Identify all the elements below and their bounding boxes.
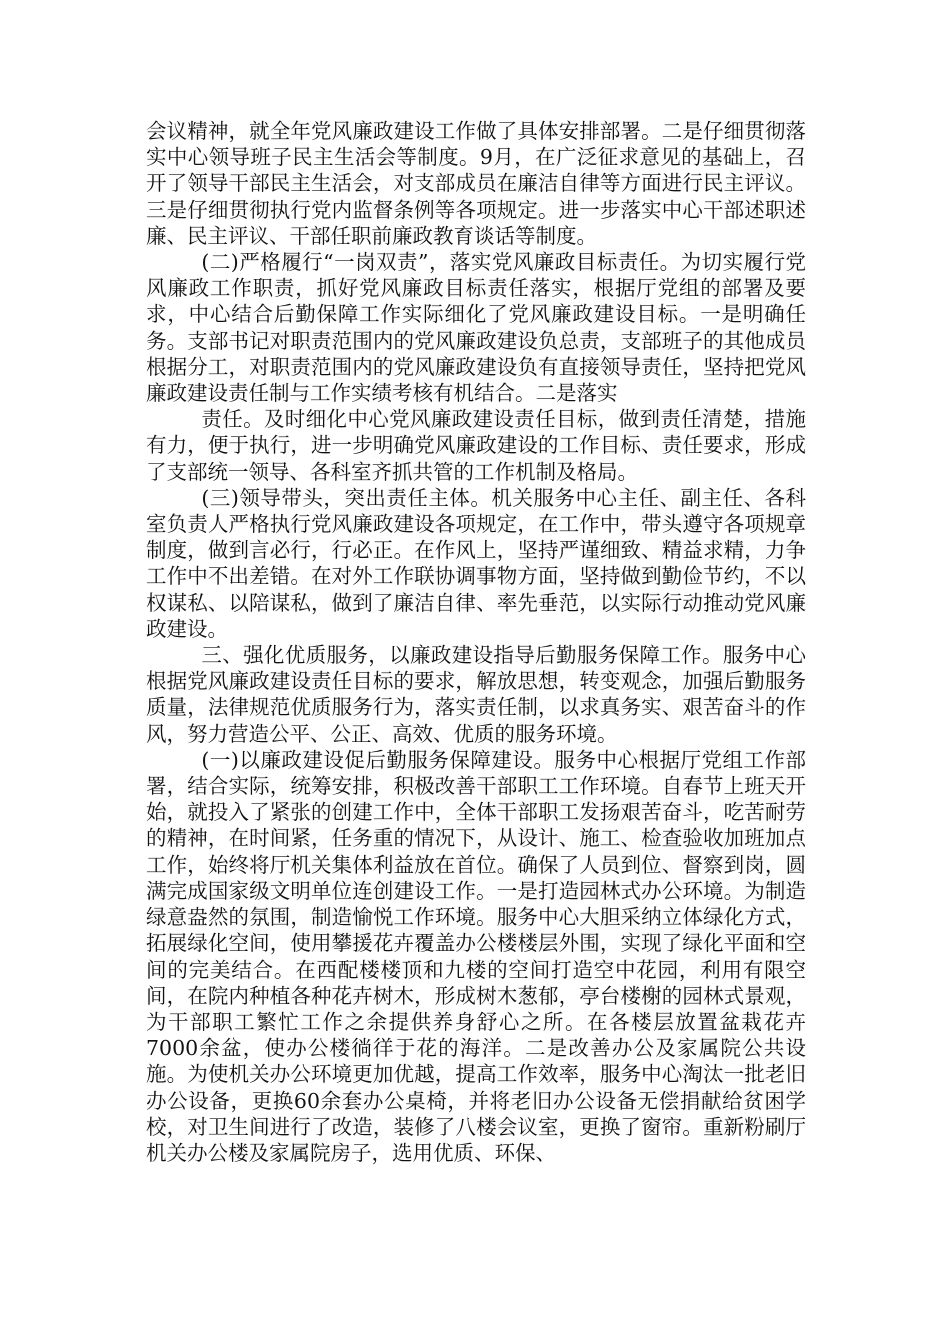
paragraph-section-2-3: (三)领导带头，突出责任主体。机关服务中心主任、副主任、各科室负责人严格执行党风廉政建设各项规定，在工作中，带头遵守各项规章制度，做到言必行，行必正。在作风上，坚持严谨细致、精益求精，力争工作中不出差错。在对外工作联协调事物方面，坚持做到勤俭节约，不以权谋私、以陪谋私，做到了廉洁自律、率先垂范，以实际行动推动党风廉政建设。	[146, 485, 806, 641]
document-page	[146, 118, 806, 1166]
paragraph-continuation: 会议精神，就全年党风廉政建设工作做了具体安排部署。二是仔细贯彻落实中心领导班子民主生活会等制度。9月，在广泛征求意见的基础上，召开了领导干部民主生活会，对支部成员在廉洁自律等方面进行民主评议。三是仔细贯彻执行党内监督条例等各项规定。进一步落实中心干部述职述廉、民主评议、干部任职前廉政教育谈话等制度。	[146, 119, 806, 248]
paragraph-section-2-2: (二)严格履行“一岗双责”，落实党风廉政目标责任。为切实履行党风廉政工作职责，抓好党风廉政目标责任落实，根据厅党组的部署及要求，中心结合后勤保障工作实际细化了党风廉政建设目标。一是明确任务。支部书记对职责范围内的党风廉政建设负总责，支部班子的其他成员根据分工，对职责范围内的党风廉政建设负有直接领导责任，坚持把党风廉政建设责任制与工作实绩考核有机结合。二是落实	[146, 250, 806, 406]
paragraph-section-3: 三、强化优质服务，以廉政建设指导后勤服务保障工作。服务中心根据党风廉政建设责任目标的要求，解放思想，转变观念，加强后勤服务质量，法律规范优质服务行为，落实责任制，以求真务实、艰苦奋斗的作风，努力营造公平、公正、高效、优质的服务环境。	[146, 643, 806, 746]
paragraph-responsibility: 责任。及时细化中心党风廉政建设责任目标，做到责任清楚，措施有力，便于执行，进一步明确党风廉政建设的工作目标、责任要求，形成了支部统一领导、各科室齐抓共管的工作机制及格局。	[146, 407, 806, 484]
paragraph-section-3-1: (一)以廉政建设促后勤服务保障建设。服务中心根据厅党组工作部署，结合实际，统筹安排，积极改善干部职工工作环境。自春节上班天开始，就投入了紧张的创建工作中，全体干部职工发扬艰苦奋斗，吃苦耐劳的精神，在时间紧，任务重的情况下，从设计、施工、检查验收加班加点工作，始终将厅机关集体利益放在首位。确保了人员到位、督察到岗，圆满完成国家级文明单位连创建设工作。一是打造园林式办公环境。为制造绿意盎然的氛围，制造愉悦工作环境。服务中心大胆采纳立体绿化方式，拓展绿化空间，使用攀援花卉覆盖办公楼楼层外围，实现了绿化平面和空间的完美结合。在西配楼楼顶和九楼的空间打造空中花园，利用有限空间，在院内种植各种花卉树木，形成树木葱郁，亭台楼榭的园林式景观，为干部职工繁忙工作之余提供养身舒心之所。在各楼层放置盆栽花卉7000余盆，使办公楼徜徉于花的海洋。二是改善办公及家属院公共设施。为使机关办公环境更加优越，提高工作效率，服务中心淘汰一批老旧办公设备，更换60余套办公桌椅，并将老旧办公设备无偿捐献给贫困学校，对卫生间进行了改造，装修了八楼会议室，更换了窗帘。重新粉刷厅机关办公楼及家属院房子，选用优质、环保、	[146, 747, 806, 1165]
